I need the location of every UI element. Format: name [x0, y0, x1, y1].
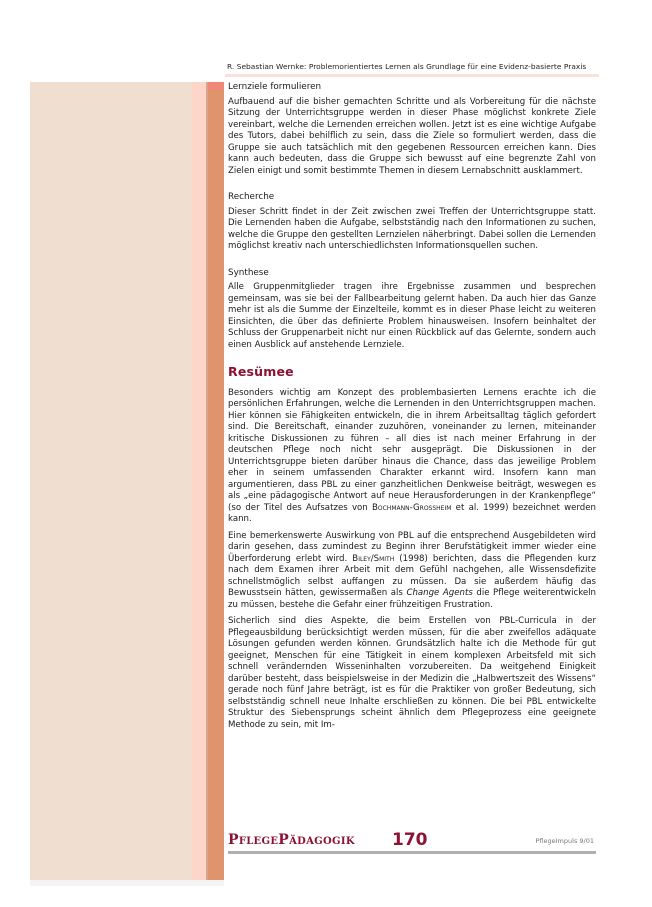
journal-logo: PflegePädagogik: [228, 832, 355, 848]
section-recherche: [228, 192, 596, 253]
section-synthese: [228, 268, 596, 352]
side-panel-shadow: [30, 880, 224, 886]
paragraph: Alle Gruppenmitglieder tragen ihre Ergebnisse zusammen und besprechen gemeinsam, was sie bei der Fallbearbeitung gelernt haben. Da auch hier das Ganze mehr ist als die Summe der Einzelteile, kommt es in dieser Phase leicht zu weiteren Einsichten, die über das definierte Problem hinausweisen. Insofern beinhaltet der Schluss der Gruppenarbeit nicht nur einen Rückblick auf das Gelernte, sondern auch einen Ausblick auf anstehende Lernziele.: [228, 282, 596, 350]
emphasis-term: Change Agents: [406, 588, 473, 598]
running-head: R. Sebastian Wernke: Problemorientiertes Lernen als Grundlage für eine Evidenz-basierte Praxis: [227, 62, 587, 71]
citation-author: Biley/Smith: [352, 553, 395, 564]
issue-label: PflegeImpuls 9/01: [535, 837, 594, 845]
footer-rule: [228, 851, 596, 854]
article-body: [228, 82, 596, 731]
text: Eine bemerkenswerte Auswirkung von PBL auf die entsprechend Ausgebildeten wird darin gesehen, dass zumindest zu Beginn ihrer Berufstätigkeit immer wieder eine Überforderung erlebt wird.: [228, 530, 596, 564]
decorative-side-panel: [30, 82, 224, 880]
subheading: Recherche: [228, 192, 275, 202]
side-panel-orange-cap: [208, 82, 224, 90]
paragraph: Sicherlich sind dies Aspekte, die beim Erstellen von PBL-Curricula in der Pflegeausbildung berücksichtigt werden müssen, für die aber zweifellos adäquate Lösungen gefunden werden können. Grundsätzlich halte ich die Methode für gut geeignet, Menschen für eine Tätigkeit in einem komplexen Arbeitsfeld mit sich schnell verändernden Wisseninhalten vorzubereiten. Da weitgehend Einigkeit darüber besteht, dass beispielsweise in der Medizin die „Halbwertszeit des Wissens“ gerade noch fünf Jahre beträgt, ist es für die Praktiker von großer Bedeutung, sich selbstständig schnell neue Inhalte erschließen zu können. Die bei PBL entwickelte Struktur des Siebensprungs scheint ähnlich dem Pflegeprozess eine geeignete Methode zu sein, mit Im-: [228, 616, 596, 730]
text: (1998) berichten, dass die Pflegenden kurz nach dem Examen ihrer Arbeit mit dem Gefühl nachgehen, alle Wissensdefizite schnellstmöglich selbst auffangen zu müssen. Da sie außerdem häufig das Bewusstsein hätten, gewissermaßen als: [228, 553, 597, 598]
paragraph: [228, 388, 596, 526]
paragraph: [228, 531, 596, 612]
page-footer: [228, 832, 600, 854]
citation-author: Bochmann-Grossheim: [372, 502, 452, 513]
side-panel-orange-strip: [208, 82, 224, 880]
paragraph: Dieser Schritt findet in der Zeit zwischen zwei Treffen der Unterrichtsgruppe statt. Die Lernenden haben die Aufgabe, selbstständig nach den Informationen zu suchen, welche die Gruppe den gestellten Lernzielen näherbringt. Dabei sollen die Lernenden möglichst kreativ nach unterschiedlichsten Informationsquellen suchen.: [228, 206, 596, 251]
subheading: Synthese: [228, 267, 269, 278]
subheading: Lernziele formulieren: [228, 82, 322, 92]
text: Besonders wichtig am Konzept des problembasierten Lernens erachte ich die persönlichen Erfahrungen, welche die Lernenden in den Unterrichtsgruppen machen. Hier können sie Fähigkeiten entwickeln, die in ihrem Arbeitsalltag täglich gefordert sind. Die Bereitschaft, einander zuzuhören, voneinander zu lernen, miteinander kritische Diskussionen zu führen – all dies ist nach meiner Erfahrung in der deutschen Pflege noch nicht sehr ausgeprägt. Die Diskussionen in der Unterrichtsgruppe bieten darüber hinaus die Chance, dass das jeweilige Problem eher in seinem umfassenden Charakter erkannt wird. Insofern kann man argumentieren, dass PBL zu einer ganzheitlichen Denkweise beiträgt, weswegen es als „eine pädagogische Antwort auf neue Herausforderungen in der Krankenpflege“ (so der Titel des Aufsatzes von: [228, 387, 596, 513]
paragraph: Aufbauend auf die bisher gemachten Schritte und als Vorbereitung für die nächste Sitzung der Unterrichtsgruppe werden in dieser Phase möglichst konkrete Ziele vereinbart, welche die Lernenden erreichen wollen. Jetzt ist es eine wichtige Aufgabe des Tutors, dabei behilflich zu sein, dass die Ziele so formuliert werden, dass die Gruppe sie auch tatsächlich mit den gegebenen Ressourcen erreichen kann. Dies kann auch bedeuten, dass die Gruppe sich bewusst auf eine begrenzte Zahl von Zielen einigt und somit bestimmte Themen in diesem Lernabschnitt ausklammert.: [228, 96, 596, 176]
side-panel-beige-area: [30, 82, 192, 880]
page-number: 170: [392, 830, 428, 850]
section-lernziele: [228, 82, 596, 177]
side-panel-pink-strip: [192, 82, 206, 880]
running-head-rule: [225, 74, 599, 77]
section-title-resumee: Resümee: [228, 364, 294, 379]
text: et al. 1999) bezeichnet werden kann.: [228, 502, 596, 524]
text: die Pflege weiterentwickeln zu müssen, bestehe die Gefahr einer frühzeitigen Frustration.: [228, 588, 596, 610]
